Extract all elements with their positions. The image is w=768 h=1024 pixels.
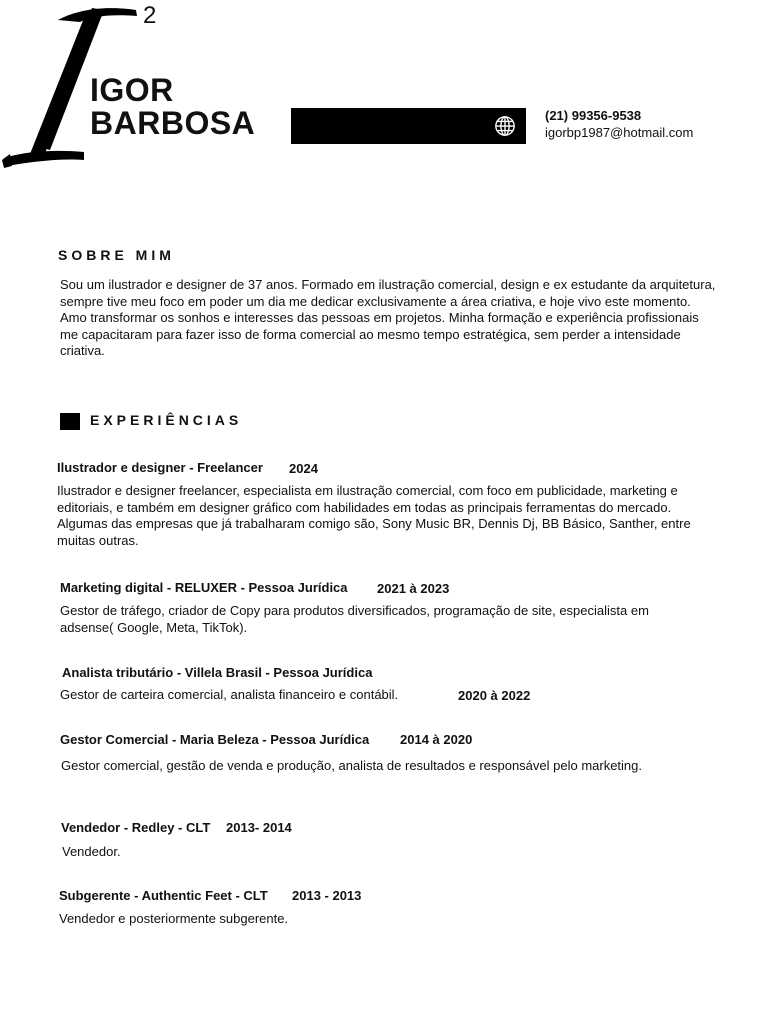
job-description: Vendedor.	[62, 844, 121, 859]
job-description: Ilustrador e designer freelancer, especialista em ilustração comercial, com foco em publicidade, marketing e editoriais, e também em designer gráfico com habilidades em todas as principais ferramentas do mercado. Algumas das empresas que já trabalharam comigo são, Sony Music BR, Dennis Dj, BB Básico, Santher, entre muitas outras.	[57, 483, 691, 548]
about-section-title: SOBRE MIM	[58, 247, 175, 263]
job-title: Vendedor - Redley - CLT	[61, 820, 211, 835]
last-name: BARBOSA	[90, 105, 256, 141]
header-bar	[291, 108, 526, 144]
job-title: Ilustrador e designer - Freelancer	[57, 460, 263, 475]
experience-marker	[60, 413, 80, 430]
contact-info	[545, 107, 693, 141]
job-description: Gestor comercial, gestão de venda e produção, analista de resultados e responsável pelo marketing.	[61, 758, 643, 773]
job-title: Analista tributário - Villela Brasil - Pessoa Jurídica	[62, 665, 373, 680]
job-period: 2013 - 2013	[292, 888, 362, 903]
job-period: 2014 à 2020	[400, 732, 473, 747]
job-period: 2021 à 2023	[377, 581, 450, 596]
job-period: 2024	[289, 461, 318, 476]
experience-section-title: EXPERIÊNCIAS	[90, 412, 243, 428]
job-title: Subgerente - Authentic Feet - CLT	[59, 888, 268, 903]
phone-number: (21) 99356-9538	[545, 108, 642, 123]
full-name	[90, 74, 255, 140]
job-description: Gestor de carteira comercial, analista financeiro e contábil.	[60, 687, 399, 702]
job-description: Vendedor e posteriormente subgerente.	[59, 911, 289, 926]
job-title: Gestor Comercial - Maria Beleza - Pessoa Jurídica	[60, 732, 370, 747]
job-period: 2013- 2014	[226, 820, 292, 835]
email-address[interactable]: igorbp1987@hotmail.com	[545, 125, 694, 140]
about-text: Sou um ilustrador e designer de 37 anos. Formado em ilustração comercial, design e ex estudante da arquitetura, sempre tive meu foco em poder um dia me dedicar exclusivamente a área criativa, e hoje vivo este momento. Amo transformar os sonhos e interesses das pessoas em projetos. Minha formação e experiência profissionais me capacitaram para fazer isso de forma comercial ao mesmo tempo estratégica, sem perder a intensidade criativa.	[60, 277, 716, 358]
job-title: Marketing digital - RELUXER - Pessoa Jurídica	[60, 580, 348, 595]
first-name: IGOR	[90, 72, 174, 108]
page-number: 2	[143, 2, 157, 29]
job-description: Gestor de tráfego, criador de Copy para produtos diversificados, programação de site, especialista em adsense( Google, Meta, TikTok).	[60, 603, 649, 635]
job-period: 2020 à 2022	[458, 688, 531, 703]
globe-icon	[494, 115, 516, 137]
